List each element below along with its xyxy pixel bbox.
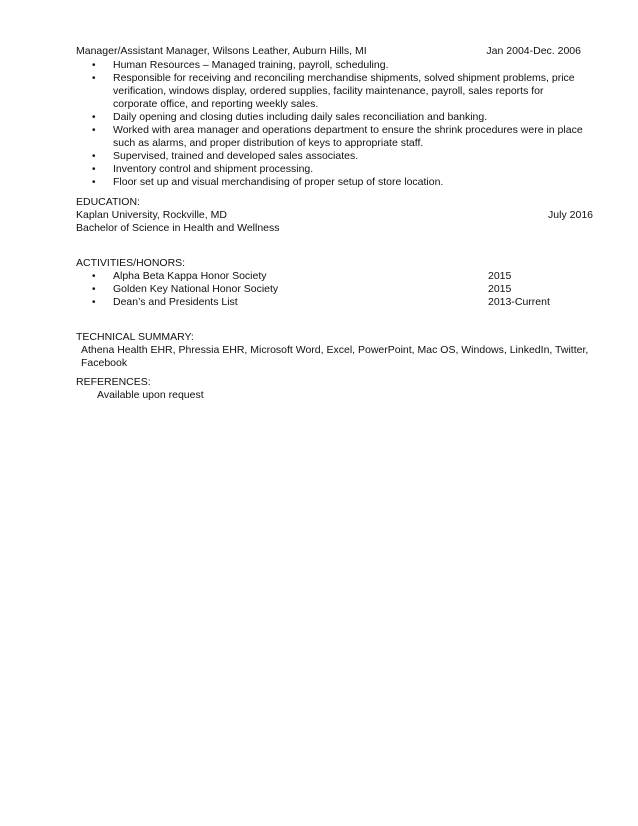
job-duties-list [90,59,590,189]
education-school: Kaplan University, Rockville, MD [76,209,227,221]
activities-heading: ACTIVITIES/HONORS: [76,257,186,269]
technical-heading: TECHNICAL SUMMARY: [76,331,194,343]
list-item: • Worked with area manager and operations department to ensure the shrink procedures were in place such as alarms, and proper distribution of keys to appropriate staff. [92,124,583,149]
bullet-icon: • [92,151,96,162]
bullet-icon: • [92,297,96,308]
job-title-line: Manager/Assistant Manager, Wilsons Leather, Auburn Hills, MI [76,45,367,57]
education-degree: Bachelor of Science in Health and Wellness [76,222,280,234]
references-text: Available upon request [97,389,204,401]
references-heading: REFERENCES: [76,376,151,388]
education-date: July 2016 [548,209,593,221]
list-item: • Daily opening and closing duties including daily sales reconciliation and banking. [92,111,488,123]
job-dates: Jan 2004-Dec. 2006 [486,45,581,57]
list-item: • Supervised, trained and developed sales associates. [92,150,359,162]
list-item: • Inventory control and shipment processing. [92,163,314,175]
education-heading: EDUCATION: [76,196,140,208]
list-item: • Alpha Beta Kappa Honor Society 2015 [92,270,512,282]
bullet-icon: • [92,271,96,282]
activities-list [90,270,560,309]
list-item: • Responsible for receiving and reconciling merchandise shipments, solved shipment problems, price verification, windows display, ordered supplies, facility maintenance, payroll, sales reports for corporate office, and reporting weekly sales. [92,72,575,110]
bullet-icon: • [92,60,96,71]
list-item: • Dean’s and Presidents List 2013-Current [92,296,550,308]
bullet-icon: • [92,164,96,175]
technical-text: Athena Health EHR, Phressia EHR, Microsoft Word, Excel, PowerPoint, Mac OS, Windows, LinkedIn, Twitter, Facebook [81,344,589,369]
bullet-icon: • [92,177,96,188]
bullet-icon: • [92,112,96,123]
list-item: • Golden Key National Honor Society 2015 [92,283,512,295]
list-item: • Floor set up and visual merchandising of proper setup of store location. [92,176,444,188]
bullet-icon: • [92,73,96,84]
bullet-icon: • [92,284,96,295]
list-item: • Human Resources – Managed training, payroll, scheduling. [92,59,389,71]
bullet-icon: • [92,125,96,136]
